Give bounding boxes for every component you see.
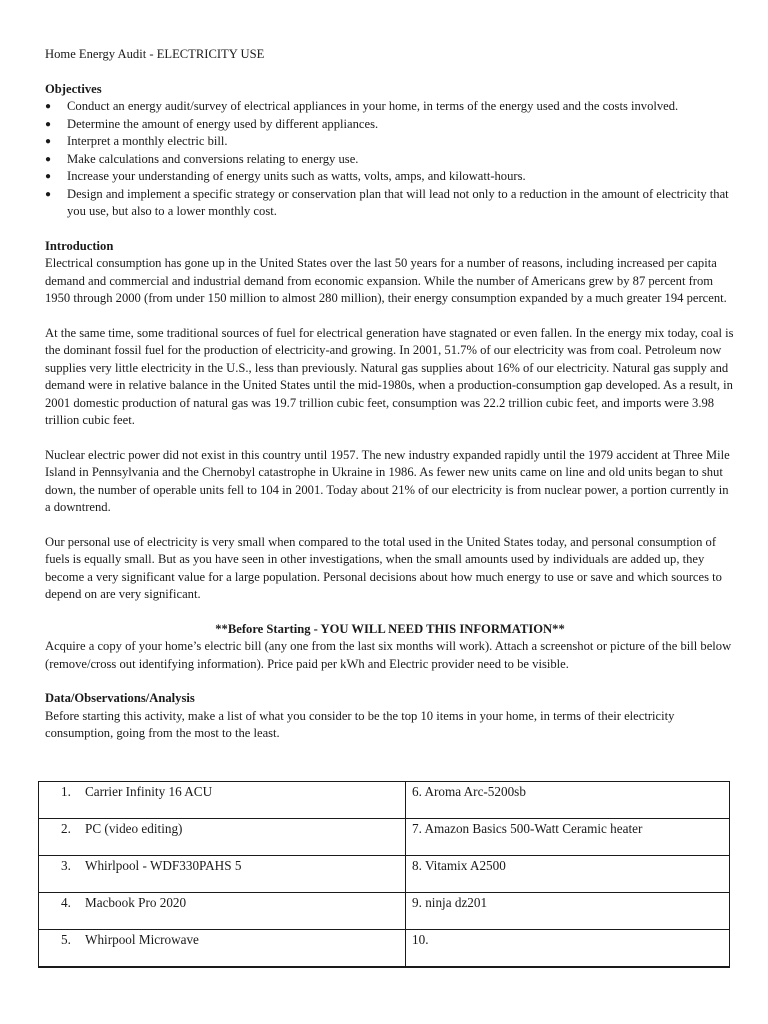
item-number: 2.: [61, 821, 71, 836]
document-body: [45, 46, 735, 760]
before-starting-heading: **Before Starting - YOU WILL NEED THIS INFORMATION**: [215, 621, 565, 636]
table-cell[interactable]: [39, 782, 406, 819]
objectives-list: [45, 98, 735, 221]
table-cell[interactable]: [39, 819, 406, 856]
objective-item: ● Interpret a monthly electric bill.: [45, 133, 735, 151]
data-heading: Data/Observations/Analysis: [45, 691, 195, 705]
table-row: [39, 856, 730, 893]
item-name: Macbook Pro 2020: [85, 895, 187, 910]
introduction-heading: Introduction: [45, 238, 114, 253]
data-instructions: Before starting this activity, make a list of what you consider to be the top 10 items in your home, in terms of their electricity consumption, going from the most to the least.: [45, 708, 675, 740]
table-row: [39, 893, 730, 930]
objective-item: ● Conduct an energy audit/survey of electrical appliances in your home, in terms of the energy used and the costs involved.: [45, 98, 735, 116]
before-starting-section: [45, 621, 735, 674]
table-cell[interactable]: 6. Aroma Arc-5200sb: [406, 782, 730, 819]
table-cell[interactable]: 9. ninja dz201: [406, 893, 730, 930]
table-row: [39, 782, 730, 819]
table-cell[interactable]: [39, 893, 406, 930]
objective-item: ● Increase your understanding of energy units such as watts, volts, amps, and kilowatt-hours.: [45, 168, 735, 186]
item-name: Whirpool Microwave: [85, 932, 199, 947]
item-name: PC (video editing): [85, 821, 183, 836]
intro-paragraph: At the same time, some traditional sources of fuel for electrical generation have stagnated or even fallen. In the energy mix today, coal is the dominant fossil fuel for the production of electricity-and growing. In 2001, 51.7% of our electricity was from coal. Petroleum now supplies very little electricity in the U.S., less than previously. Natural gas supplies about 16% of our electricity. Natural gas supply and demand were in relative balance in the United States until the mid-1980s, when a production-consumption gap developed. As a result, in 2001 domestic production of natural gas was 19.7 trillion cubic feet, consumption was 22.2 trillion cubic feet, and imports were 3.98 trillion cubic feet.: [45, 325, 734, 427]
item-number: 4.: [61, 895, 71, 910]
intro-paragraph: Electrical consumption has gone up in the United States over the last 50 years for a number of reasons, including increased per capita demand and commercial and industrial demand from economic expansion. While the number of Americans grew by 87 percent from 1950 through 2000 (from under 150 million to almost 280 million), their energy consumption expanded by a much greater 194 percent.: [45, 256, 727, 305]
objective-item: ● Make calculations and conversions relating to energy use.: [45, 151, 735, 169]
document-title: Home Energy Audit - ELECTRICITY USE: [45, 47, 265, 61]
top-items-table: [38, 781, 730, 968]
table-cell[interactable]: 7. Amazon Basics 500-Watt Ceramic heater: [406, 819, 730, 856]
item-number: 1.: [61, 784, 71, 799]
table-row: [39, 930, 730, 968]
before-starting-text: Acquire a copy of your home’s electric bill (any one from the last six months will work). Attach a screenshot or picture of the bill below (remove/cross out identifying information). Price paid per kWh and Electric provider need to be visible.: [45, 639, 732, 671]
item-number: 3.: [61, 858, 71, 873]
table-cell[interactable]: [39, 856, 406, 893]
table-cell[interactable]: [39, 930, 406, 968]
objective-item: ● Determine the amount of energy used by different appliances.: [45, 116, 735, 134]
intro-paragraph: Our personal use of electricity is very small when compared to the total used in the United States today, and personal consumption of fuels is equally small. But as you have seen in other investigations, when the small amounts used by individuals are added up, they become a very significant value for a large population. Personal decisions about how much energy to use or save and which sources to depend on are very significant.: [45, 534, 722, 601]
item-number: 5.: [61, 932, 71, 947]
objective-item: ● Design and implement a specific strategy or conservation plan that will lead not only to a reduction in the amount of electricity that you use, but also to a lower monthly cost.: [45, 186, 735, 221]
objectives-heading: Objectives: [45, 81, 102, 96]
table-cell[interactable]: 10.: [406, 930, 730, 968]
table-cell[interactable]: 8. Vitamix A2500: [406, 856, 730, 893]
item-name: Whirlpool - WDF330PAHS 5: [85, 858, 242, 873]
intro-paragraph: Nuclear electric power did not exist in this country until 1957. The new industry expanded rapidly until the 1979 accident at Three Mile Island in Pennsylvania and the Chernobyl catastrophe in Ukraine in 1986. As fewer new units came on line and old units began to shut down, the number of operable units fell to 104 in 2001. Today about 21% of our electricity is from nuclear power, a portion currently in a downtrend.: [45, 447, 730, 514]
table-row: [39, 819, 730, 856]
item-name: Carrier Infinity 16 ACU: [85, 784, 213, 799]
